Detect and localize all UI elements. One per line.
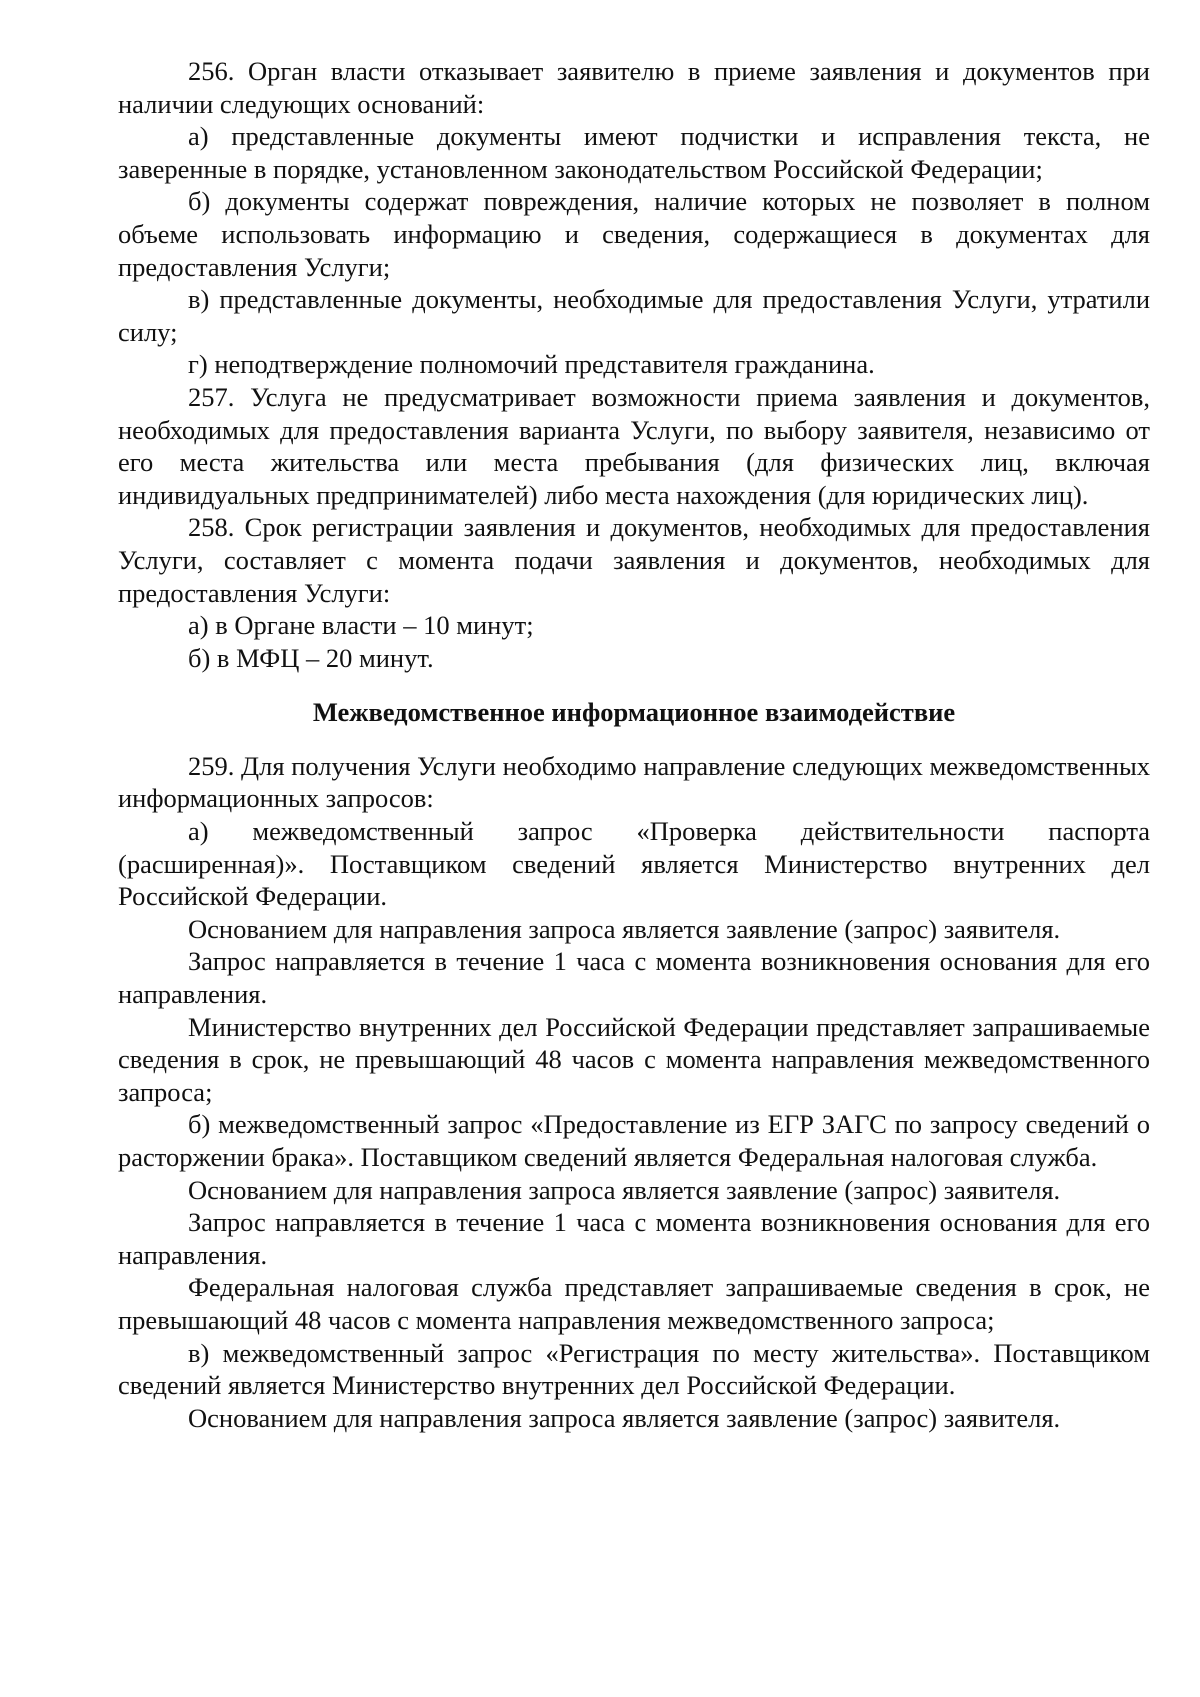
paragraph-256-a: а) представленные документы имеют подчистки и исправления текста, не заверенные в порядке, установленном законодательством Российской Федерации; bbox=[118, 121, 1150, 184]
paragraph-257: 257. Услуга не предусматривает возможности приема заявления и документов, необходимых для предоставления варианта Услуги, по выбору заявителя, независимо от его места жительства или места пребывания (для физических лиц, включая индивидуальных предпринимателей) либо места нахождения (для юридических лиц). bbox=[118, 381, 1150, 510]
paragraph-256: 256. Орган власти отказывает заявителю в приеме заявления и документов при наличии следующих оснований: bbox=[118, 56, 1150, 119]
paragraph-259-b: б) межведомственный запрос «Предоставление из ЕГР ЗАГС по запросу сведений о расторжении брака». Поставщиком сведений является Федеральная налоговая служба. bbox=[118, 1109, 1150, 1172]
paragraph-258-b: б) в МФЦ – 20 минут. bbox=[188, 642, 434, 673]
paragraph-259-b-timing: Запрос направляется в течение 1 часа с момента возникновения основания для его направления. bbox=[118, 1207, 1150, 1270]
paragraph-258: 258. Срок регистрации заявления и документов, необходимых для предоставления Услуги, составляет с момента подачи заявления и документов, необходимых для предоставления Услуги: bbox=[118, 512, 1150, 608]
paragraph-259-b-basis: Основанием для направления запроса является заявление (запрос) заявителя. bbox=[188, 1174, 1061, 1205]
paragraph-259-a-response: Министерство внутренних дел Российской Федерации представляет запрашиваемые сведения в срок, не превышающий 48 часов с момента направления межведомственного запроса; bbox=[118, 1011, 1150, 1107]
paragraph-256-v: в) представленные документы, необходимые для предоставления Услуги, утратили силу; bbox=[118, 284, 1150, 347]
paragraph-259-a-basis: Основанием для направления запроса является заявление (запрос) заявителя. bbox=[188, 913, 1061, 944]
section-heading: Межведомственное информационное взаимодействие bbox=[312, 697, 956, 728]
paragraph-259: 259. Для получения Услуги необходимо направление следующих межведомственных информационных запросов: bbox=[118, 750, 1150, 814]
paragraph-259-a-timing: Запрос направляется в течение 1 часа с момента возникновения основания для его направления. bbox=[118, 946, 1150, 1010]
paragraph-259-b-response: Федеральная налоговая служба представляет запрашиваемые сведения в срок, не превышающий 48 часов с момента направления межведомственного запроса; bbox=[118, 1272, 1150, 1335]
paragraph-259-v: в) межведомственный запрос «Регистрация по месту жительства». Поставщиком сведений является Министерство внутренних дел Российской Федерации. bbox=[118, 1337, 1150, 1401]
paragraph-256-g: г) неподтверждение полномочий представителя гражданина. bbox=[188, 349, 875, 380]
paragraph-256-b: б) документы содержат повреждения, наличие которых не позволяет в полном объеме использовать информацию и сведения, содержащиеся в документах для предоставления Услуги; bbox=[118, 186, 1150, 282]
paragraph-259-a: а) межведомственный запрос «Проверка действительности паспорта (расширенная)». Поставщиком сведений является Министерство внутренних дел Российской Федерации. bbox=[118, 816, 1150, 912]
paragraph-258-a: а) в Органе власти – 10 минут; bbox=[188, 610, 534, 641]
paragraph-259-v-basis: Основанием для направления запроса является заявление (запрос) заявителя. bbox=[188, 1402, 1061, 1433]
document-page bbox=[118, 55, 1150, 1434]
